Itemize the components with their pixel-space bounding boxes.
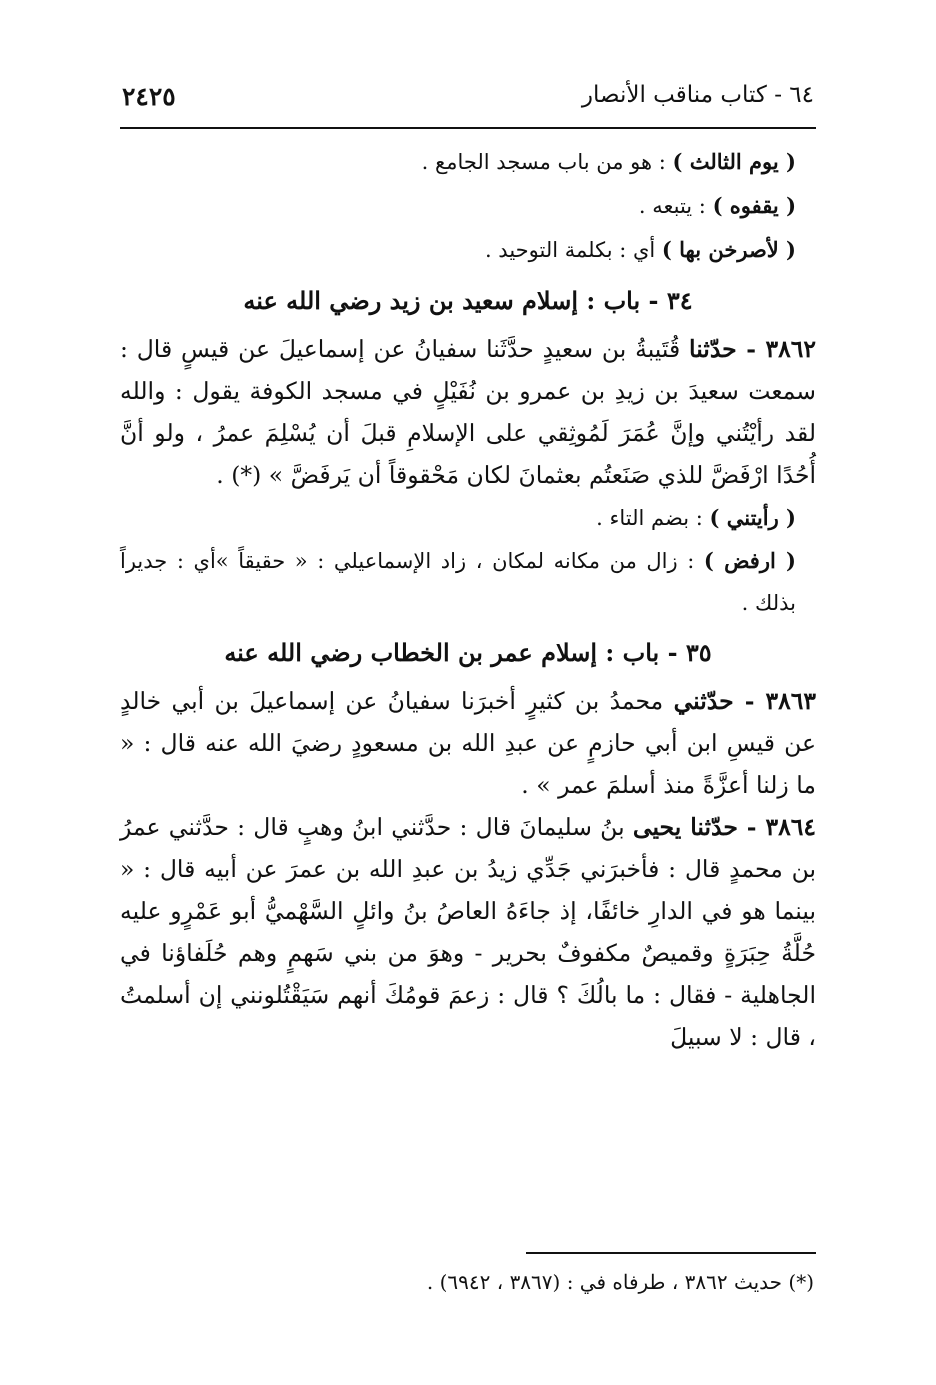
footnote-rule [526, 1252, 816, 1254]
gloss-term: ( لأصرخن بها ) [661, 237, 796, 262]
gloss-term: ( ارفض ) [703, 548, 796, 573]
gloss-term: ( يقفوه ) [712, 193, 796, 218]
hadith-number: ٣٨٦٣ - [733, 687, 816, 715]
chapter-heading: ٣٥ - باب : إسلام عمر بن الخطاب رضي الله عنه [224, 638, 712, 667]
hadith-lead: حدّثنا يحيى [632, 813, 738, 841]
hadith-text: محمدُ بن كثيرٍ أخبرَنا سفيانُ عن إسماعيلَ بن أبي خالدٍ عن قيسِ ابن أبي حازمٍ عن عبدِ الله بن مسعودٍ رضيَ الله عنه قال : « ما زلنا أعزَّةً منذ أسلمَ عمر » . [120, 687, 816, 799]
hadith-lead: حدّثنا [689, 335, 737, 363]
gloss-text: : بضم التاء . [596, 506, 710, 530]
gloss-line [120, 540, 816, 624]
hadith-paragraph [120, 680, 816, 806]
gloss-text: : يتبعه . [638, 194, 713, 218]
footnote: (*) حديث ٣٨٦٢ ، طرفاه في : (٣٨٦٧ ، ٦٩٤٢) . [426, 1270, 814, 1294]
hadith-paragraph [120, 806, 816, 1058]
hadith-lead: حدّثني [673, 687, 734, 715]
gloss-text: : زال من مكانه لمكان ، زاد الإسماعيلي : « حقيقاً »أي : جديراً بذلك . [120, 549, 796, 615]
book-chapter-title: ٦٤ - كتاب مناقب الأنصار [581, 82, 814, 108]
page-body [120, 140, 816, 1058]
gloss-line [120, 140, 816, 184]
gloss-term: ( رأيتني ) [709, 505, 796, 530]
chapter-heading: ٣٤ - باب : إسلام سعيد بن زيد رضي الله عنه [243, 286, 693, 315]
page-header [122, 82, 814, 122]
gloss-line [120, 184, 816, 228]
gloss-line [120, 496, 816, 540]
header-rule [120, 127, 816, 129]
hadith-paragraph [120, 328, 816, 496]
gloss-text: أي : بكلمة التوحيد . [484, 238, 662, 262]
hadith-text: بنُ سليمانَ قال : حدَّثني ابنُ وهبٍ قال : حدَّثني عمرُ بن محمدٍ قال : فأخبرَني جَدِّي زيدُ بن عبدِ الله بن عمرَ عن أبيه قال : « بينما هو في الدارِ خائفًا، إذ جاءَهُ العاصُ بنُ وائلٍ السَّهْميُّ أبو عَمْرٍو عليه حُلَّةُ حِبَرَةٍ وقميصٌ مكفوفٌ بحرير - وهوَ من بني سَهمٍ وهم حُلَفاؤنا في الجاهلية - فقال : ما بالُكَ ؟ قال : زعمَ قومُكَ أنهم سَيَقْتُلونني إن أسلمتُ ، قال : لا سبيلَ [120, 813, 816, 1051]
page-number: ٢٤٢٥ [122, 82, 176, 111]
hadith-number: ٣٨٦٢ - [736, 335, 816, 363]
gloss-text: : هو من باب مسجد الجامع . [421, 150, 673, 174]
gloss-line [120, 228, 816, 272]
hadith-text: قُتَيبةُ بن سعيدٍ حدَّثَنا سفيانُ عن إسماعيلَ عن قيسٍ قال : سمعت سعيدَ بن زيدِ بن عمرو بن نُفَيْلٍ في مسجد الكوفة يقول : والله لقد رأيْتُني وإنَّ عُمَرَ لَمُوثِقي على الإسلامِ قبلَ أن يُسْلِمَ عمرُ ، ولو أنَّ أُحُدًا ارْفَضَّ للذي صَنَعتُم بعثمانَ لكان مَحْقوقاً أن يَرفَضَّ » (*) . [120, 335, 816, 489]
hadith-number: ٣٨٦٤ - [737, 813, 817, 841]
gloss-term: ( يوم الثالث ) [672, 149, 796, 174]
